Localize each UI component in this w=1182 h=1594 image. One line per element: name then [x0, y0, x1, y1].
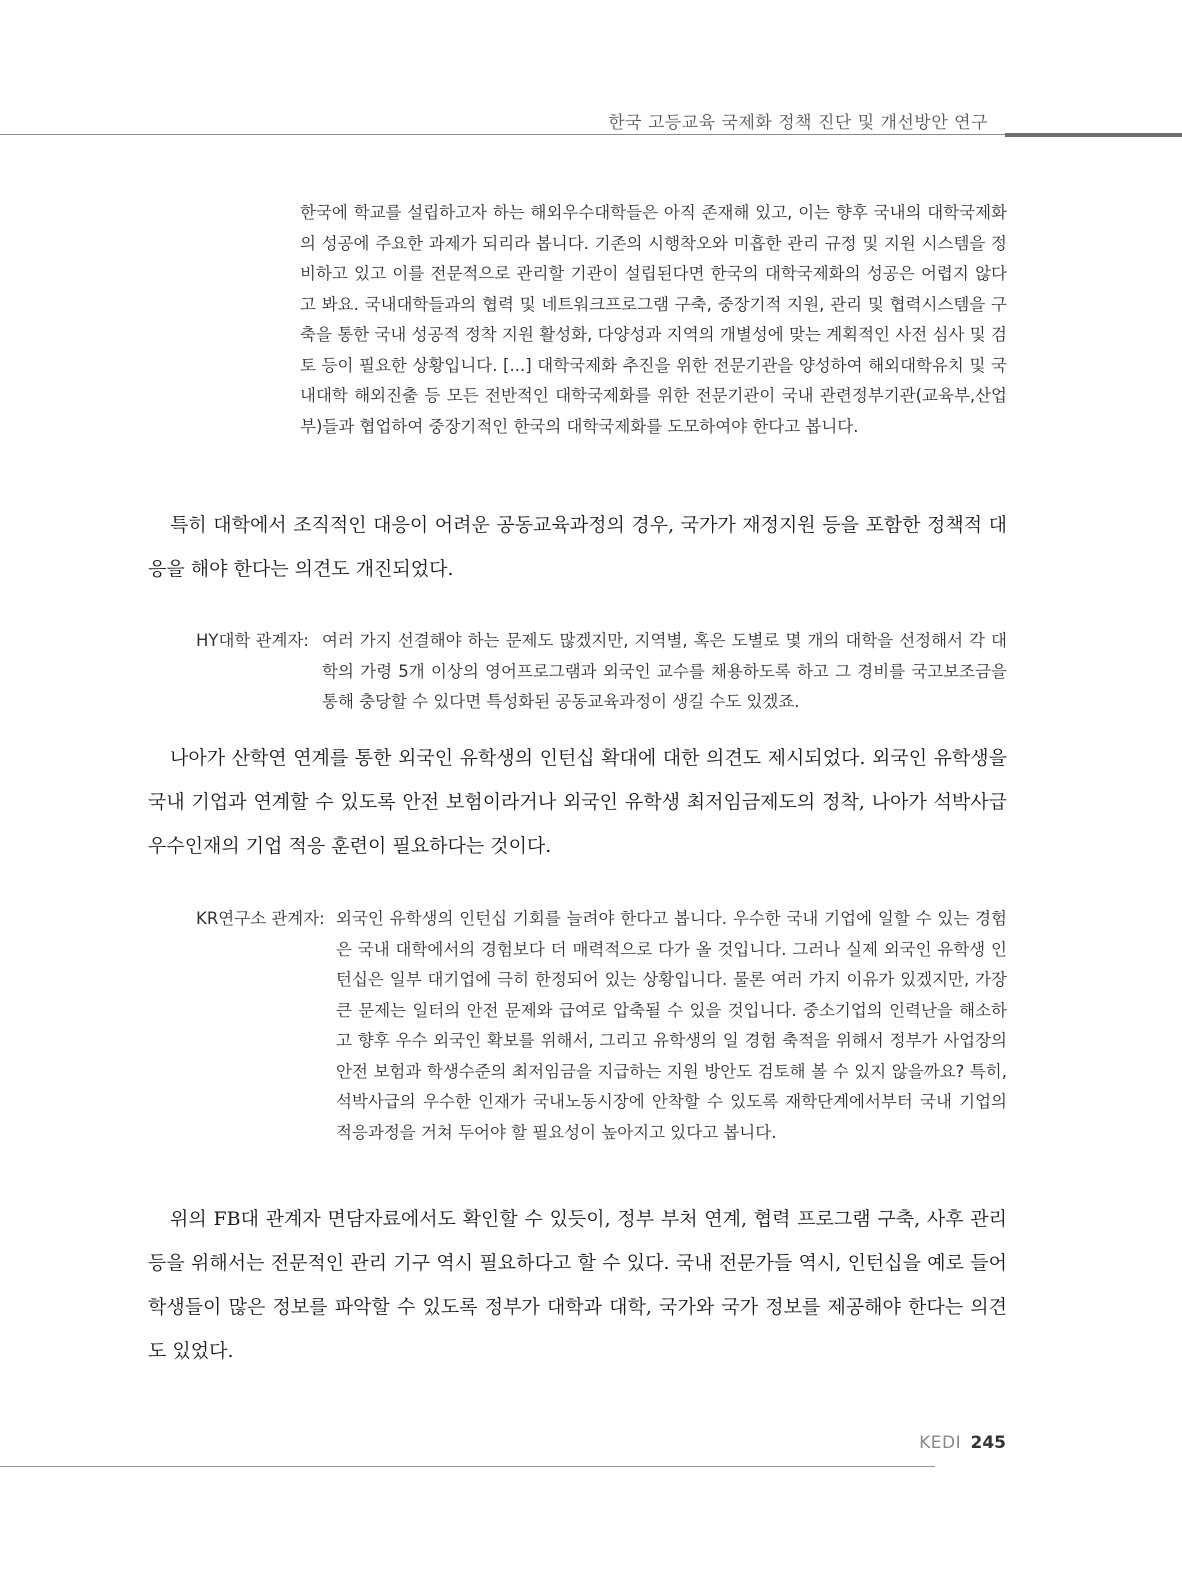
speaker-quote-text: 여러 가지 선결해야 하는 문제도 많겠지만, 지역별, 혹은 도별로 몇 개의 대학을 선정해서 각 대학의 가령 5개 이상의 영어프로그램과 외국인 교수를 채용하도록 하고 그 경비를 국고보조금을 통해 충당할 수 있다면 특성화된 공동교육과정이 생길 수도 있겠죠. [322, 631, 1007, 711]
interview-quote-hy [196, 626, 1007, 718]
header-rule [0, 134, 1010, 135]
footer-rule [0, 1466, 935, 1467]
body-paragraph-2: 나아가 산학연 연계를 통한 외국인 유학생의 인턴십 확대에 대한 의견도 제시되었다. 외국인 유학생을 국내 기업과 연계할 수 있도록 안전 보험이라거나 외국인 유학생 최저임금제도의 정착, 나아가 석박사급 우수인재의 기업 적응 훈련이 필요하다는 것이다. [148, 747, 1007, 857]
speaker-label: KR연구소 관계자: [196, 909, 325, 928]
speaker-quote-text: 외국인 유학생의 인턴십 기회를 늘려야 한다고 봅니다. 우수한 국내 기업에 일할 수 있는 경험은 국내 대학에서의 경험보다 더 매력적으로 다가 올 것입니다. 그러나 실제 외국인 유학생 인턴십은 일부 대기업에 극히 한정되어 있는 상황입니다. 물론 여러 가지 이유가 있겠지만, 가장 큰 문제는 일터의 안전 문제와 급여로 압축될 수 있을 것입니다. 중소기업의 인력난을 해소하고 향후 우수 외국인 확보를 위해서, 그리고 유학생의 일 경험 축적을 위해서 정부가 사업장의 안전 보험과 학생수준의 최저임금을 지급하는 지원 방안도 검토해 볼 수 있지 않을까요? 특히, 석박사급의 우수한 인재가 국내노동시장에 안착할 수 있도록 재학단계에서부터 국내 기업의 적응과정을 거쳐 두어야 할 필요성이 높아지고 있다고 봅니다. [336, 909, 1007, 1142]
body-paragraph-3: 위의 FB대 관계자 면담자료에서도 확인할 수 있듯이, 정부 부처 연계, 협력 프로그램 구축, 사후 관리 등을 위해서는 전문적인 관리 기구 역시 필요하다고 할 수 있다. 국내 전문가들 역시, 인턴십을 예로 들어 학생들이 많은 정보를 파악할 수 있도록 정부가 대학과 대학, 국가와 국가 정보를 제공해야 한다는 의견도 있었다. [148, 1208, 1007, 1362]
page-footer [919, 1433, 1006, 1453]
page-number: 245 [970, 1433, 1006, 1453]
interview-quote-block: 한국에 학교를 설립하고자 하는 해외우수대학들은 아직 존재해 있고, 이는 향후 국내의 대학국제화의 성공에 주요한 과제가 되리라 봅니다. 기존의 시행착오와 미흡한 관리 규정 및 지원 시스템을 정비하고 있고 이를 전문적으로 관리할 기관이 설립된다면 한국의 대학국제화의 성공은 어렵지 않다고 봐요. 국내대학들과의 협력 및 네트워크프로그램 구축, 중장기적 지원, 관리 및 협력시스템을 구축을 통한 국내 성공적 정착 지원 활성화, 다양성과 지역의 개별성에 맞는 계획적인 사전 심사 및 검토 등이 필요한 상황입니다. [...] 대학국제화 추진을 위한 전문기관을 양성하여 해외대학유치 및 국내대학 해외진출 등 모든 전반적인 대학국제화를 위한 전문기관이 국내 관련정부기관(교육부,산업부)들과 협업하여 중장기적인 한국의 대학국제화를 도모하여야 한다고 봅니다. [300, 203, 1007, 436]
interview-quote-kr [196, 904, 1007, 1148]
body-paragraph-1: 특히 대학에서 조직적인 대응이 어려운 공동교육과정의 경우, 국가가 재정지원 등을 포함한 정책적 대응을 해야 한다는 의견도 개진되었다. [148, 514, 1007, 580]
header-rule-accent [1005, 133, 1182, 137]
speaker-label: HY대학 관계자: [196, 631, 309, 650]
running-header-title: 한국 고등교육 국제화 정책 진단 및 개선방안 연구 [608, 113, 988, 133]
footer-brand: KEDI [919, 1433, 962, 1453]
